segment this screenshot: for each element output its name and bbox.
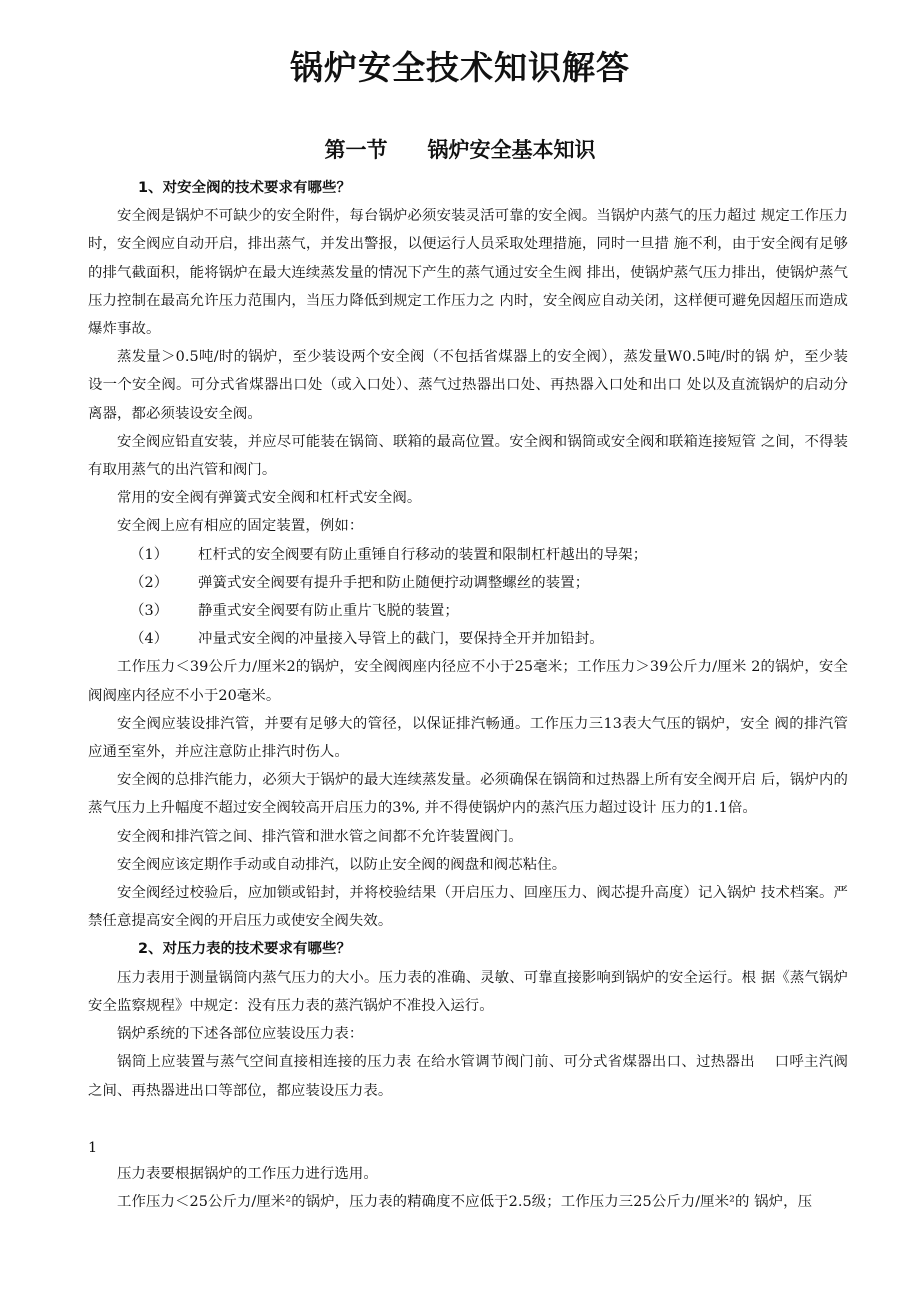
document-body bbox=[88, 174, 848, 1105]
paragraph: 安全阀是锅炉不可缺少的安全附件，每台锅炉必须安装灵活可靠的安全阀。当锅炉内蒸气的压力超过 规定工作压力时，安全阀应自动开启，排出蒸气，并发出警报，以便运行人员采取处理措施，同时一旦措 施不利，由于安全阀有足够的排气截面积，能将锅炉在最大连续蒸发量的情况下产生的蒸气通过安全生阀 排出，使锅炉蒸气压力排出，使锅炉蒸气压力控制在最高允许压力范围内，当压力降低到规定工作压力之 内时，安全阀应自动关闭，这样便可避免因超压而造成爆炸事故。 bbox=[88, 208, 848, 338]
paragraph: 锅筒上应装置与蒸气空间直接相连接的压力表 在给水管调节阀门前、可分式省煤器出口、过热器出 口呼主汽阀之间、再热器进出口等部位，都应装设压力表。 bbox=[88, 1054, 848, 1099]
document-title: 锅炉安全技术知识解答 bbox=[290, 48, 630, 87]
list-item bbox=[88, 597, 848, 625]
paragraph: 压力表要根据锅炉的工作压力进行选用。 bbox=[117, 1166, 378, 1182]
list-item-text: 杠杆式的安全阀要有防止重锤自行移动的装置和限制杠杆越出的导架； bbox=[198, 546, 648, 563]
document-body-continued bbox=[88, 1160, 848, 1216]
paragraph: 蒸发量＞0.5吨/时的锅炉，至少装设两个安全阀（不包括省煤器上的安全阀），蒸发量W0.5吨/时的锅 炉，至少装设一个安全阀。可分式省煤器出口处（或入口处）、蒸气过热器出口处、再热器入口处和出口 处以及直流锅炉的启动分离器，都必须装设安全阀。 bbox=[88, 349, 848, 422]
paragraph: 安全阀的总排汽能力，必须大于锅炉的最大连续蒸发量。必须确保在锅筒和过热器上所有安全阀开启 后，锅炉内的蒸气压力上升幅度不超过安全阀较高开启压力的3%, 并不得使锅炉内的蒸汽压力超过设计 压力的1.1倍。 bbox=[88, 772, 848, 817]
paragraph: 安全阀上应有相应的固定装置，例如： bbox=[117, 518, 364, 535]
paragraph: 锅炉系统的下述各部位应装设压力表： bbox=[117, 1026, 364, 1043]
paragraph: 安全阀和排汽管之间、排汽管和泄水管之间都不允许装置阀门。 bbox=[117, 828, 523, 845]
section-name: 锅炉安全基本知识 bbox=[427, 138, 596, 162]
paragraph: 工作压力＜39公斤力/厘米2的锅炉，安全阀阀座内径应不小于25毫米；工作压力＞39公斤力/厘米 2的锅炉，安全阀阀座内径应不小于20毫米。 bbox=[88, 659, 848, 704]
question-heading: 2、对压力表的技术要求有哪些？ bbox=[138, 941, 351, 958]
paragraph: 安全阀应铅直安装，并应尽可能装在锅筒、联箱的最高位置。安全阀和锅筒或安全阀和联箱连接短管 之间，不得装有取用蒸气的出汽管和阀门。 bbox=[88, 433, 848, 479]
list-item-number: （4） bbox=[130, 631, 169, 648]
list-item-number: （3） bbox=[130, 603, 169, 620]
page-number: 1 bbox=[88, 1140, 98, 1156]
list-item bbox=[88, 569, 848, 597]
list-item-number: （1） bbox=[130, 546, 169, 563]
list-item-text: 静重式安全阀要有防止重片飞脱的装置； bbox=[198, 603, 459, 620]
question-heading: 1、对安全阀的技术要求有哪些？ bbox=[138, 180, 351, 196]
list-item-text: 冲量式安全阀的冲量接入导管上的截门，要保持全开并加铅封。 bbox=[198, 631, 604, 648]
section-title bbox=[0, 134, 920, 164]
paragraph: 压力表用于测量锅筒内蒸气压力的大小。压力表的准确、灵敏、可靠直接影响到锅炉的安全运行。根 据《蒸气锅炉安全监察规程》中规定：没有压力表的蒸汽锅炉不准投入运行。 bbox=[88, 969, 848, 1014]
paragraph: 工作压力＜25公斤力/厘米²的锅炉，压力表的精确度不应低于2.5级；工作压力三25公斤力/厘米²的 锅炉，压 bbox=[117, 1194, 813, 1211]
paragraph: 安全阀经过校验后，应加锁或铅封，并将校验结果（开启压力、回座压力、阀芯提升高度）记入锅炉 技术档案。严禁任意提高安全阀的开启压力或使安全阀失效。 bbox=[88, 885, 848, 930]
section-number: 第一节 bbox=[324, 138, 388, 162]
paragraph: 常用的安全阀有弹簧式安全阀和杠杆式安全阀。 bbox=[117, 490, 422, 507]
list-item-number: （2） bbox=[130, 574, 169, 591]
paragraph: 安全阀应该定期作手动或自动排汽，以防止安全阀的阀盘和阀芯粘住。 bbox=[117, 856, 567, 873]
paragraph: 安全阀应装设排汽管，并要有足够大的管径，以保证排汽畅通。工作压力三13表大气压的锅炉，安全 阀的排汽管应通至室外，并应注意防止排汽时伤人。 bbox=[88, 715, 848, 761]
list-item bbox=[88, 541, 848, 569]
list-item-text: 弹簧式安全阀要有提升手把和防止随便拧动调整螺丝的装置； bbox=[198, 574, 590, 591]
list-item bbox=[88, 625, 848, 653]
